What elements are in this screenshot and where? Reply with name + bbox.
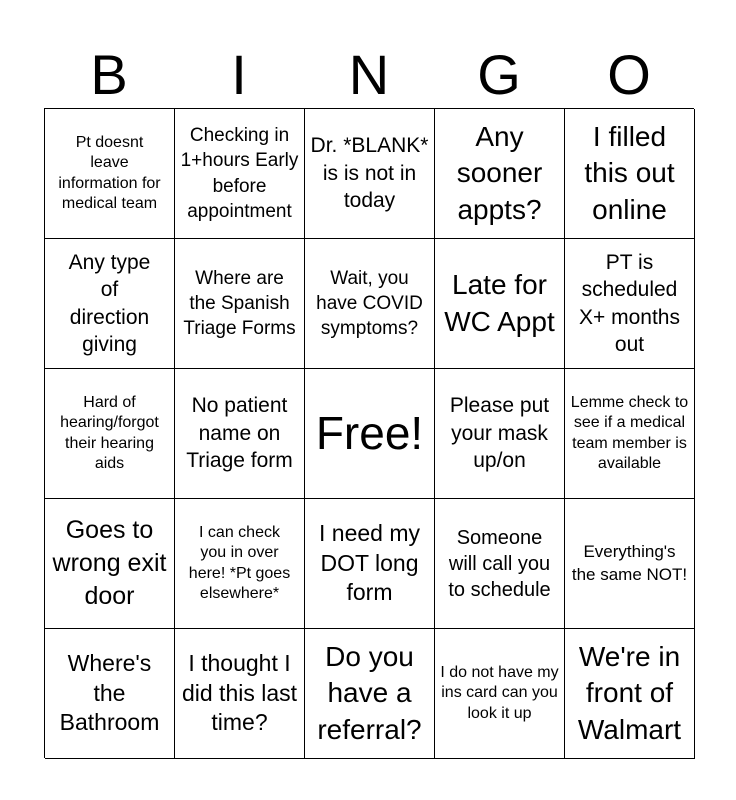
cell-text: Where's the Bathroom — [59, 650, 160, 736]
bingo-cell[interactable] — [175, 369, 305, 499]
cell-text: I filled this out online — [584, 120, 675, 225]
cell-text: Someone will call you to schedule — [448, 526, 551, 601]
cell-text: Do you have a referral? — [317, 640, 422, 745]
bingo-cell[interactable] — [565, 629, 695, 759]
cell-text: I need my DOT long form — [319, 520, 420, 606]
bingo-cell[interactable] — [305, 499, 435, 629]
bingo-board — [44, 108, 694, 758]
bingo-cell[interactable] — [305, 109, 435, 239]
cell-text: PT is scheduled X+ months out — [579, 250, 680, 356]
cell-text: No patient name on Triage form — [186, 394, 293, 473]
cell-text: Hard of hearing/forgot their hearing aids — [60, 393, 159, 472]
cell-text: Everything's the same NOT! — [571, 542, 688, 584]
free-space-label: Free! — [315, 407, 424, 460]
bingo-cell[interactable] — [565, 369, 695, 499]
bingo-cell[interactable] — [45, 109, 175, 239]
bingo-cell[interactable] — [305, 629, 435, 759]
cell-text: I thought I did this last time? — [181, 650, 298, 736]
cell-text: Late for WC Appt — [444, 269, 555, 337]
bingo-cell[interactable] — [565, 109, 695, 239]
cell-text: Please put your mask up/on — [449, 394, 550, 473]
header-letter-n: N — [348, 43, 390, 106]
bingo-cell[interactable] — [175, 239, 305, 369]
header-letter-i: I — [231, 43, 247, 106]
bingo-cell[interactable] — [45, 369, 175, 499]
bingo-header — [44, 44, 694, 106]
bingo-cell[interactable] — [435, 499, 565, 629]
bingo-cell[interactable] — [175, 109, 305, 239]
bingo-cell[interactable] — [45, 239, 175, 369]
bingo-cell[interactable] — [435, 239, 565, 369]
cell-text: We're in front of Walmart — [577, 640, 682, 745]
cell-text: I can check you in over here! *Pt goes elsewhere* — [188, 523, 291, 602]
cell-text: Dr. *BLANK* is is not in today — [310, 134, 429, 213]
bingo-cell[interactable] — [435, 109, 565, 239]
cell-text: Any sooner appts? — [456, 120, 543, 225]
header-letter-o: O — [607, 43, 651, 106]
bingo-cell[interactable] — [565, 239, 695, 369]
bingo-cell[interactable] — [435, 629, 565, 759]
bingo-cell[interactable] — [175, 629, 305, 759]
cell-text: Lemme check to see if a medical team member is available — [570, 393, 689, 472]
cell-text: Wait, you have COVID symptoms? — [316, 267, 423, 340]
bingo-cell[interactable] — [565, 499, 695, 629]
bingo-cell-free[interactable] — [305, 369, 435, 499]
cell-text: Any type of direction giving — [68, 250, 151, 356]
cell-text: Where are the Spanish Triage Forms — [183, 267, 296, 340]
cell-text: Goes to wrong exit door — [52, 516, 167, 610]
bingo-cell[interactable] — [45, 499, 175, 629]
bingo-cell[interactable] — [45, 629, 175, 759]
bingo-cell[interactable] — [175, 499, 305, 629]
cell-text: Pt doesnt leave information for medical team — [58, 133, 161, 212]
cell-text: I do not have my ins card can you look it up — [440, 663, 559, 722]
bingo-cell[interactable] — [435, 369, 565, 499]
header-letter-g: G — [477, 43, 521, 106]
header-letter-b: B — [90, 43, 128, 106]
bingo-cell[interactable] — [305, 239, 435, 369]
cell-text: Checking in 1+hours Early before appointment — [180, 124, 299, 222]
